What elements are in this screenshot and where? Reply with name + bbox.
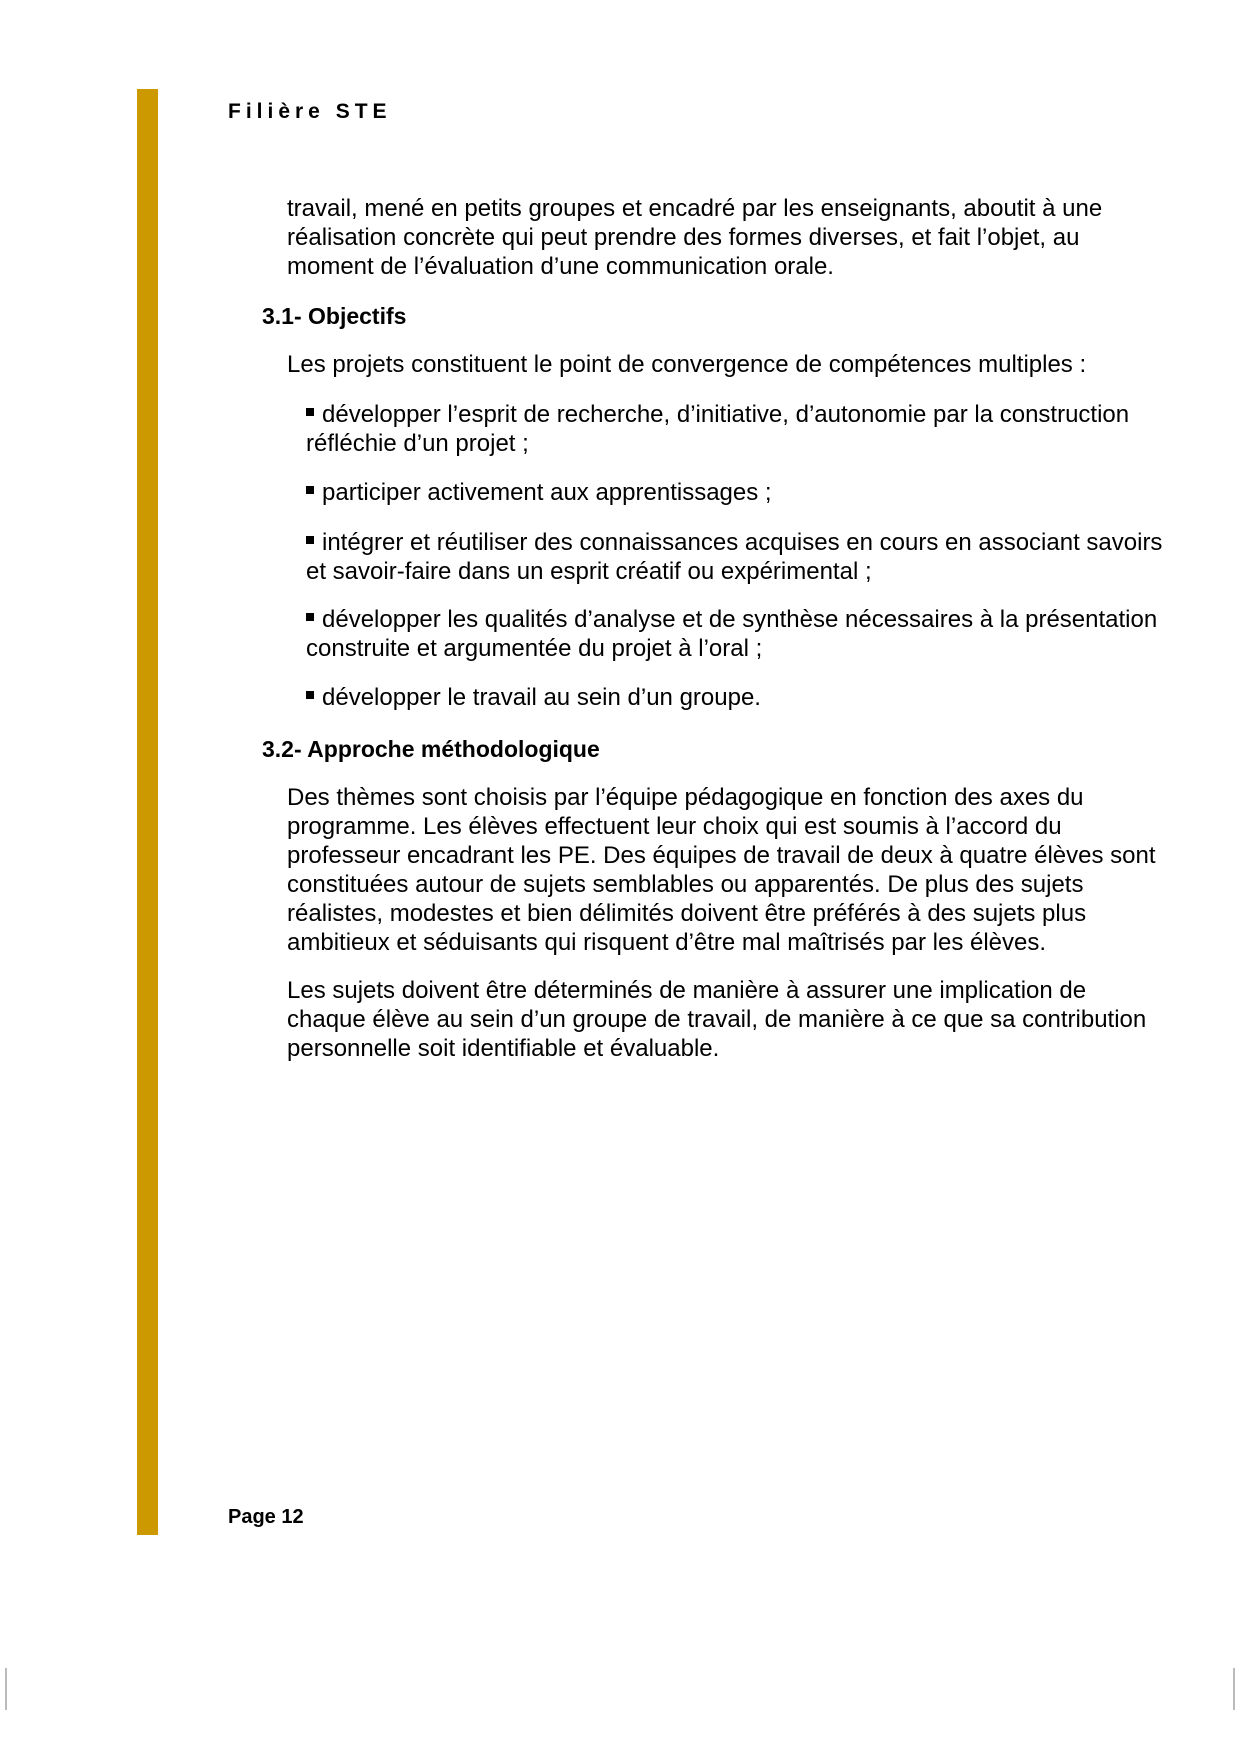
- approche-paragraph: Des thèmes sont choisis par l’équipe pédagogique en fonction des axes du programme. Les élèves effectuent leur choix qui est soumis à l’accord du professeur encadrant les PE. Des équipes de travail de deux à quatre élèves sont constituées autour de sujets semblables ou apparentés. De plus des sujets réalistes, modestes et bien délimités doivent être préférés à des sujets plus ambitieux et séduisants qui risquent d’être mal maîtrisés par les élèves.: [287, 784, 1156, 956]
- square-bullet-icon: [306, 691, 314, 699]
- document-header-title: Filière STE: [228, 100, 392, 123]
- crop-mark-right: [1233, 1668, 1235, 1710]
- section-heading-approche: 3.2- Approche méthodologique: [262, 736, 600, 762]
- bullet-item: [306, 683, 1186, 712]
- bullet-text: participer activement aux apprentissages ;: [322, 479, 772, 506]
- square-bullet-icon: [306, 486, 314, 494]
- bullet-text: développer l’esprit de recherche, d’initiative, d’autonomie par la construction réfléchie d’un projet ;: [306, 401, 1130, 457]
- bullet-text: intégrer et réutiliser des connaissances acquises en cours en associant savoirs et savoir-faire dans un esprit créatif ou expérimental ;: [306, 529, 1163, 585]
- section-heading-objectifs: 3.1- Objectifs: [262, 303, 407, 329]
- crop-mark-left: [5, 1668, 7, 1710]
- square-bullet-icon: [306, 613, 314, 621]
- bullet-item: [306, 400, 1186, 458]
- square-bullet-icon: [306, 408, 314, 416]
- intro-paragraph: travail, mené en petits groupes et encadré par les enseignants, aboutit à une réalisation concrète qui peut prendre des formes diverses, et fait l’objet, au moment de l’évaluation d’une communication orale.: [287, 195, 1103, 280]
- bullet-item: [306, 528, 1186, 586]
- accent-side-bar: [137, 89, 158, 1535]
- bullet-item: [306, 605, 1186, 663]
- objectifs-lead-text: Les projets constituent le point de convergence de compétences multiples :: [287, 351, 1087, 378]
- bullet-text: développer le travail au sein d’un groupe.: [322, 684, 761, 711]
- bullet-item: [306, 478, 1186, 507]
- square-bullet-icon: [306, 536, 314, 544]
- bullet-text: développer les qualités d’analyse et de synthèse nécessaires à la présentation construite et argumentée du projet à l’oral ;: [306, 606, 1158, 662]
- page-number: Page 12: [228, 1506, 304, 1528]
- approche-paragraph: Les sujets doivent être déterminés de manière à assurer une implication de chaque élève au sein d’un groupe de travail, de manière à ce que sa contribution personnelle soit identifiable et évaluable.: [287, 977, 1147, 1062]
